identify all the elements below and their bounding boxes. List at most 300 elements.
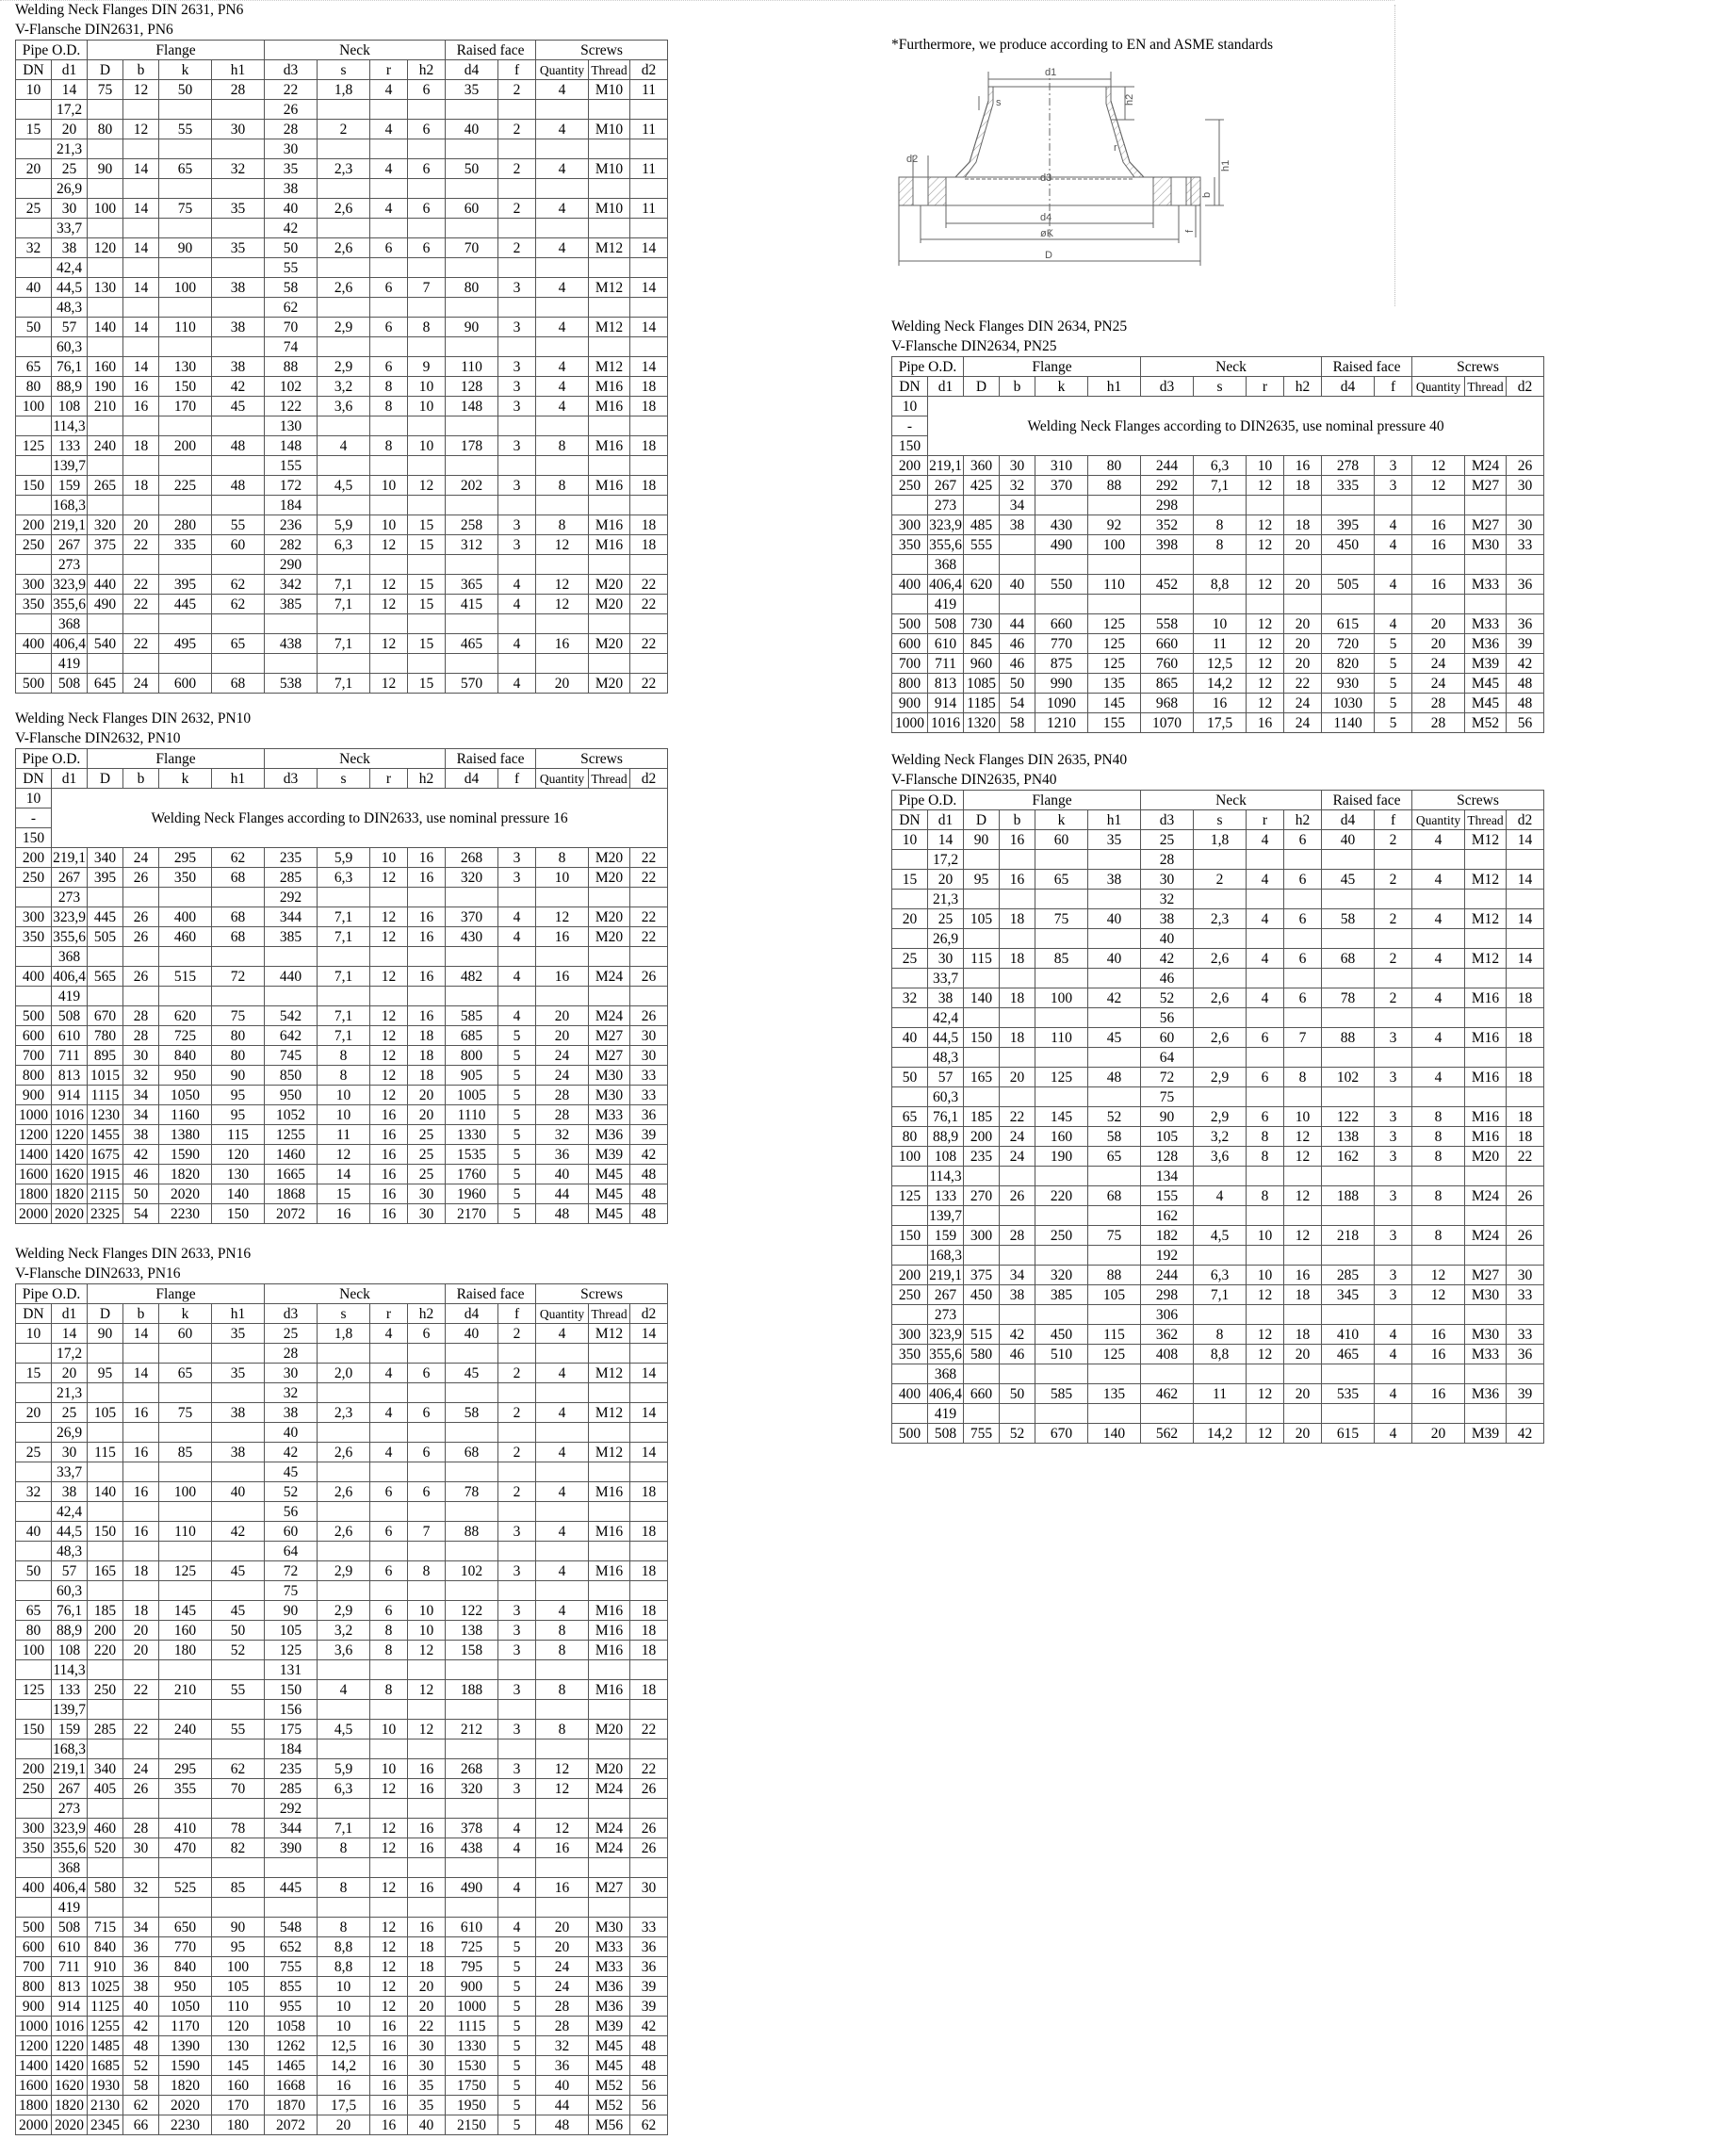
- table-cell: 368: [52, 614, 88, 634]
- table-cell: [498, 888, 536, 907]
- table-cell: 4: [1247, 870, 1284, 890]
- table-cell: [1247, 1008, 1284, 1028]
- table-cell: 35: [446, 80, 498, 100]
- table-cell: 1535: [446, 1145, 498, 1165]
- table-cell: 145: [1035, 1107, 1088, 1127]
- table-cell: 40: [446, 1324, 498, 1344]
- table-cell: [88, 1383, 123, 1403]
- table-cell: 28: [536, 1105, 589, 1125]
- table-cell: [630, 555, 668, 575]
- table-cell: 45: [446, 1364, 498, 1383]
- group-header-cell: Flange: [964, 357, 1141, 377]
- column-header-cell: Quantity: [536, 60, 589, 80]
- table-cell: 57: [52, 1561, 88, 1581]
- table-cell: 24: [1000, 1147, 1035, 1167]
- table-cell: [159, 298, 212, 318]
- table-cell: 1380: [159, 1125, 212, 1145]
- table-cell: [16, 1799, 52, 1819]
- table-cell: 236: [265, 515, 318, 535]
- table-cell: 725: [159, 1026, 212, 1046]
- table-cell: 48: [212, 476, 265, 496]
- table-cell: 18: [630, 397, 668, 416]
- table-cell: 159: [52, 1720, 88, 1740]
- table-cell: 419: [928, 1404, 964, 1424]
- table-cell: [16, 179, 52, 199]
- table-cell: 33: [630, 1918, 668, 1937]
- table-cell: 1000: [446, 1997, 498, 2017]
- table-cell: 14: [928, 830, 964, 850]
- table-cell: 482: [446, 967, 498, 987]
- table-row: [16, 139, 668, 159]
- table-cell: 168,3: [53, 497, 86, 514]
- table-cell: [536, 456, 589, 476]
- table-cell: 350: [16, 595, 52, 614]
- table-cell: [265, 614, 318, 634]
- table-row: [892, 1167, 1544, 1186]
- table-cell: 26: [1507, 1186, 1544, 1206]
- table-cell: [446, 1423, 498, 1443]
- table-cell: 26: [1507, 1226, 1544, 1246]
- table-cell: 4: [498, 907, 536, 927]
- table-cell: 7,1: [318, 595, 370, 614]
- table-subtitle: V-Flansche DIN2632, PN10: [15, 730, 181, 746]
- table-cell: 16: [123, 1522, 159, 1542]
- table-cell: [1375, 595, 1412, 614]
- table-row: [16, 298, 668, 318]
- table-cell: 3: [498, 397, 536, 416]
- table-row: [16, 1937, 668, 1957]
- table-cell: [1412, 1364, 1465, 1384]
- table-cell: 15: [408, 674, 446, 694]
- table-cell: 430: [1035, 515, 1088, 535]
- table-cell: [1412, 890, 1465, 909]
- table-cell: [892, 1404, 928, 1424]
- table-cell: 22: [123, 575, 159, 595]
- table-cell: 355,6: [53, 1839, 86, 1856]
- table-cell: [1412, 595, 1465, 614]
- table-cell: 18: [1000, 1028, 1035, 1048]
- table-cell: 26,9: [928, 929, 964, 949]
- table-cell: 410: [1322, 1325, 1375, 1345]
- table-cell: 711: [52, 1046, 88, 1066]
- table-cell: 711: [928, 654, 964, 674]
- table-cell: M16: [1465, 1028, 1507, 1048]
- table-cell: [498, 416, 536, 436]
- table-cell: 12: [370, 575, 408, 595]
- table-row: [16, 1184, 668, 1204]
- table-cell: 610: [928, 634, 964, 654]
- table-cell: 16: [370, 1105, 408, 1125]
- table-row: [16, 179, 668, 199]
- table-cell: 20: [1284, 654, 1322, 674]
- table-cell: 139,7: [53, 457, 86, 474]
- table-cell: [123, 1799, 159, 1819]
- table-cell: 38: [123, 1125, 159, 1145]
- table-cell: M12: [1465, 830, 1507, 850]
- table-cell: M45: [1465, 674, 1507, 694]
- table-cell: [1088, 1246, 1141, 1266]
- table-cell: [1194, 969, 1247, 988]
- table-cell: 20: [1000, 1068, 1035, 1087]
- table-cell: [446, 496, 498, 515]
- table-cell: M12: [589, 1324, 630, 1344]
- table-cell: [536, 1740, 589, 1759]
- table-cell: 36: [630, 1105, 668, 1125]
- table-cell: [1507, 1008, 1544, 1028]
- table-row: [16, 1660, 668, 1680]
- table-cell: 840: [159, 1046, 212, 1066]
- table-cell: 46: [1000, 1345, 1035, 1364]
- table-row: [16, 1105, 668, 1125]
- table-cell: 3: [498, 1621, 536, 1641]
- table-cell: 445: [88, 907, 123, 927]
- table-cell: 8: [1247, 1186, 1284, 1206]
- table-cell: 5,9: [318, 1759, 370, 1779]
- table-cell: 95: [212, 1937, 265, 1957]
- table-cell: [408, 987, 446, 1006]
- table-cell: 4: [536, 1443, 589, 1462]
- table-cell: 75: [159, 199, 212, 219]
- table-cell: 16: [408, 1918, 446, 1937]
- table-cell: 80: [212, 1046, 265, 1066]
- table-cell: M33: [1465, 575, 1507, 595]
- table-row: [16, 1838, 668, 1858]
- table-cell: 368: [52, 947, 88, 967]
- table-cell: 10: [408, 1601, 446, 1621]
- table-cell: 135: [1088, 674, 1141, 694]
- table-cell: 12: [370, 1779, 408, 1799]
- table-cell: 10: [318, 1086, 370, 1105]
- table-cell: 8: [536, 1641, 589, 1660]
- table-cell: [212, 614, 265, 634]
- table-cell: 7,1: [318, 1026, 370, 1046]
- table-cell: [498, 1423, 536, 1443]
- table-cell: 5: [498, 1937, 536, 1957]
- table-cell: 38: [52, 1482, 88, 1502]
- table-cell: 16: [1412, 1345, 1465, 1364]
- table-cell: 65: [159, 1364, 212, 1383]
- table-cell: M30: [1465, 535, 1507, 555]
- table-cell: 6: [408, 1482, 446, 1502]
- table-cell: [212, 1502, 265, 1522]
- group-header-cell: Flange: [88, 1284, 265, 1304]
- column-header-cell: d4: [1322, 377, 1375, 397]
- table-cell: 3: [1375, 456, 1412, 476]
- table-cell: [1412, 1246, 1465, 1266]
- table-cell: 219,1: [53, 1760, 86, 1777]
- table-cell: [16, 1660, 52, 1680]
- table-cell: [1035, 1246, 1088, 1266]
- table-cell: 138: [446, 1621, 498, 1641]
- table-cell: [498, 258, 536, 278]
- table-cell: [212, 555, 265, 575]
- column-header-cell: D: [964, 810, 1000, 830]
- table-cell: [964, 890, 1000, 909]
- table-cell: [16, 219, 52, 238]
- table-cell: 344: [265, 1819, 318, 1838]
- table-cell: 40: [536, 1165, 589, 1184]
- table-cell: 16: [370, 1165, 408, 1184]
- table-cell: [1465, 1404, 1507, 1424]
- table-cell: M16: [1465, 1127, 1507, 1147]
- table-cell: 1016: [52, 2017, 88, 2036]
- table-cell: 8: [408, 318, 446, 337]
- table-cell: M27: [1465, 476, 1507, 496]
- table-cell: 555: [964, 535, 1000, 555]
- table-cell: 438: [265, 634, 318, 654]
- table-cell: 14: [630, 1443, 668, 1462]
- table-cell: 342: [265, 575, 318, 595]
- table-cell: 58: [123, 2076, 159, 2096]
- table-cell: 35: [408, 2096, 446, 2115]
- table-cell: 50: [1000, 1384, 1035, 1404]
- table-cell: 6: [408, 80, 446, 100]
- table-cell: 131: [265, 1660, 318, 1680]
- table-cell: 4: [536, 1364, 589, 1383]
- table-cell: 960: [964, 654, 1000, 674]
- table-cell: 22: [408, 2017, 446, 2036]
- table-cell: 8: [1412, 1226, 1465, 1246]
- table-cell: [1284, 1305, 1322, 1325]
- table-cell: [265, 654, 318, 674]
- drawing-label-h1: h1: [1220, 159, 1231, 172]
- table-cell: [318, 1462, 370, 1482]
- table-cell: 3: [498, 868, 536, 888]
- table-cell: 508: [928, 614, 964, 634]
- table-cell: 95: [964, 870, 1000, 890]
- table-cell: [498, 1799, 536, 1819]
- drawing-label-d: D: [1045, 250, 1052, 261]
- table-cell: 620: [159, 1006, 212, 1026]
- table-row: [16, 1759, 668, 1779]
- table-cell: [370, 100, 408, 120]
- table-cell: [88, 947, 123, 967]
- table-cell: [446, 1858, 498, 1878]
- table-cell: 70: [265, 318, 318, 337]
- table-cell: 500: [16, 1918, 52, 1937]
- table-cell: [630, 219, 668, 238]
- table-cell: [1035, 1364, 1088, 1384]
- table-cell: 10: [408, 397, 446, 416]
- table-cell: 16: [1412, 1384, 1465, 1404]
- table-cell: 12: [408, 1680, 446, 1700]
- table-cell: 145: [159, 1601, 212, 1621]
- table-cell: [1194, 1404, 1247, 1424]
- table-cell: 4: [498, 927, 536, 947]
- table-cell: 66: [123, 2115, 159, 2135]
- table-cell: 1820: [159, 1165, 212, 1184]
- table-row: [16, 1006, 668, 1026]
- table-cell: [370, 1581, 408, 1601]
- table-row: [892, 555, 1544, 575]
- table-cell: M16: [1465, 988, 1507, 1008]
- table-cell: 2: [498, 1364, 536, 1383]
- table-cell: 219,1: [929, 1266, 962, 1283]
- table-cell: [318, 614, 370, 634]
- table-cell: 26: [630, 1819, 668, 1838]
- table-cell: 620: [964, 575, 1000, 595]
- table-cell: 16: [370, 2017, 408, 2036]
- table-cell: 355,6: [53, 928, 86, 945]
- table-cell: [1000, 1206, 1035, 1226]
- table-cell: [16, 258, 52, 278]
- table-cell: 290: [265, 555, 318, 575]
- table-cell: 10: [1247, 456, 1284, 476]
- table-cell: [123, 100, 159, 120]
- table-cell: 298: [1141, 1285, 1194, 1305]
- table-cell: 570: [446, 674, 498, 694]
- table-cell: 406,4: [53, 968, 86, 985]
- table-cell: 33,7: [52, 1462, 88, 1482]
- table-cell: [408, 139, 446, 159]
- table-cell: 3: [498, 1641, 536, 1660]
- table-cell: [212, 258, 265, 278]
- table-cell: [16, 337, 52, 357]
- table-cell: 16: [408, 1819, 446, 1838]
- group-header-row: [892, 791, 1544, 810]
- table-cell: 200: [16, 1759, 52, 1779]
- table-row: [16, 575, 668, 595]
- table-cell: 4: [536, 278, 589, 298]
- table-cell: 18: [630, 515, 668, 535]
- table-cell: [1088, 1305, 1141, 1325]
- table-cell: 8: [318, 1066, 370, 1086]
- table-cell: 930: [1322, 674, 1375, 694]
- table-cell: 125: [892, 1186, 928, 1206]
- table-cell: 350: [16, 1838, 52, 1858]
- table-cell: 535: [1322, 1384, 1375, 1404]
- table-cell: 105: [1141, 1127, 1194, 1147]
- table-cell: [630, 1344, 668, 1364]
- table-cell: [16, 1542, 52, 1561]
- table-cell: 36: [536, 2056, 589, 2076]
- table-cell: 3: [1375, 1285, 1412, 1305]
- table-cell: [536, 100, 589, 120]
- table-cell: [964, 1246, 1000, 1266]
- table-cell: 450: [1322, 535, 1375, 555]
- table-cell: 12: [370, 1838, 408, 1858]
- table-cell: [123, 1858, 159, 1878]
- table-cell: 102: [446, 1561, 498, 1581]
- table-cell: 200: [892, 1266, 928, 1285]
- table-cell: 378: [446, 1819, 498, 1838]
- table-cell: 30: [408, 1204, 446, 1224]
- table-cell: 20: [536, 1937, 589, 1957]
- table-cell: 20: [318, 2115, 370, 2135]
- group-header-cell: Neck: [1141, 791, 1322, 810]
- table-cell: [1507, 595, 1544, 614]
- table-cell: 16: [536, 927, 589, 947]
- table-cell: M30: [589, 1918, 630, 1937]
- table-cell: [16, 1700, 52, 1720]
- table-cell: [1284, 555, 1322, 575]
- table-row: [892, 713, 1544, 733]
- table-row: [16, 357, 668, 377]
- table-cell: 4: [498, 595, 536, 614]
- table-cell: M10: [589, 120, 630, 139]
- table-cell: [159, 139, 212, 159]
- column-header-row: [16, 769, 668, 789]
- table-cell: [318, 654, 370, 674]
- table-cell: [964, 969, 1000, 988]
- table-cell: 4: [536, 120, 589, 139]
- table-cell: [1247, 555, 1284, 575]
- table-cell: [1284, 890, 1322, 909]
- table-cell: 508: [928, 1424, 964, 1444]
- table-cell: [318, 456, 370, 476]
- table-cell: [212, 1581, 265, 1601]
- table-cell: [630, 100, 668, 120]
- table-row: [892, 988, 1544, 1008]
- table-cell: [1465, 1167, 1507, 1186]
- table-cell: 68: [1322, 949, 1375, 969]
- table-cell: 50: [16, 1561, 52, 1581]
- table-cell: 160: [1035, 1127, 1088, 1147]
- table-cell: 3: [498, 1759, 536, 1779]
- table-cell: 16: [1412, 515, 1465, 535]
- table-cell: [212, 416, 265, 436]
- table-cell: [1507, 1048, 1544, 1068]
- column-header-cell: k: [1035, 377, 1088, 397]
- table-cell: 1870: [265, 2096, 318, 2115]
- table-cell: [88, 614, 123, 634]
- table-row: [16, 614, 668, 634]
- table-cell: 18: [1507, 988, 1544, 1008]
- table-cell: 250: [892, 1285, 928, 1305]
- table-cell: M30: [1465, 1285, 1507, 1305]
- table-cell: 20: [52, 1364, 88, 1383]
- table-cell: 125: [159, 1561, 212, 1581]
- table-cell: 8: [536, 1621, 589, 1641]
- table-cell: 16: [408, 927, 446, 947]
- table-cell: 40: [123, 1997, 159, 2017]
- table-cell: 12: [536, 1759, 589, 1779]
- table-cell: 800: [892, 674, 928, 694]
- table-cell: 12: [408, 1720, 446, 1740]
- table-cell: [159, 258, 212, 278]
- table-cell: 2,9: [1194, 1068, 1247, 1087]
- table-cell: [630, 1799, 668, 1819]
- table-cell: [123, 1383, 159, 1403]
- table-cell: 50: [1000, 674, 1035, 694]
- table-cell: 130: [265, 416, 318, 436]
- table-cell: [1247, 1364, 1284, 1384]
- table-cell: 2,9: [318, 1561, 370, 1581]
- table-cell: 1230: [88, 1105, 123, 1125]
- table-cell: [1247, 1087, 1284, 1107]
- table-cell: 1070: [1141, 713, 1194, 733]
- table-row: [16, 159, 668, 179]
- table-cell: 90: [1141, 1107, 1194, 1127]
- table-cell: 188: [446, 1680, 498, 1700]
- table-cell: 14: [630, 357, 668, 377]
- column-header-cell: Thread: [589, 60, 630, 80]
- table-cell: 5: [498, 1977, 536, 1997]
- group-header-row: [16, 1284, 668, 1304]
- table-cell: [589, 1858, 630, 1878]
- table-row: [892, 1325, 1544, 1345]
- table-cell: 12: [1284, 1226, 1322, 1246]
- table-cell: 3: [498, 436, 536, 456]
- table-cell: M16: [589, 515, 630, 535]
- table-cell: 105: [88, 1403, 123, 1423]
- table-cell: 30: [408, 2036, 446, 2056]
- table-cell: 35: [408, 2076, 446, 2096]
- table-cell: 85: [159, 1443, 212, 1462]
- table-cell: 26,9: [52, 179, 88, 199]
- table-cell: M20: [1465, 1147, 1507, 1167]
- table-cell: [16, 1423, 52, 1443]
